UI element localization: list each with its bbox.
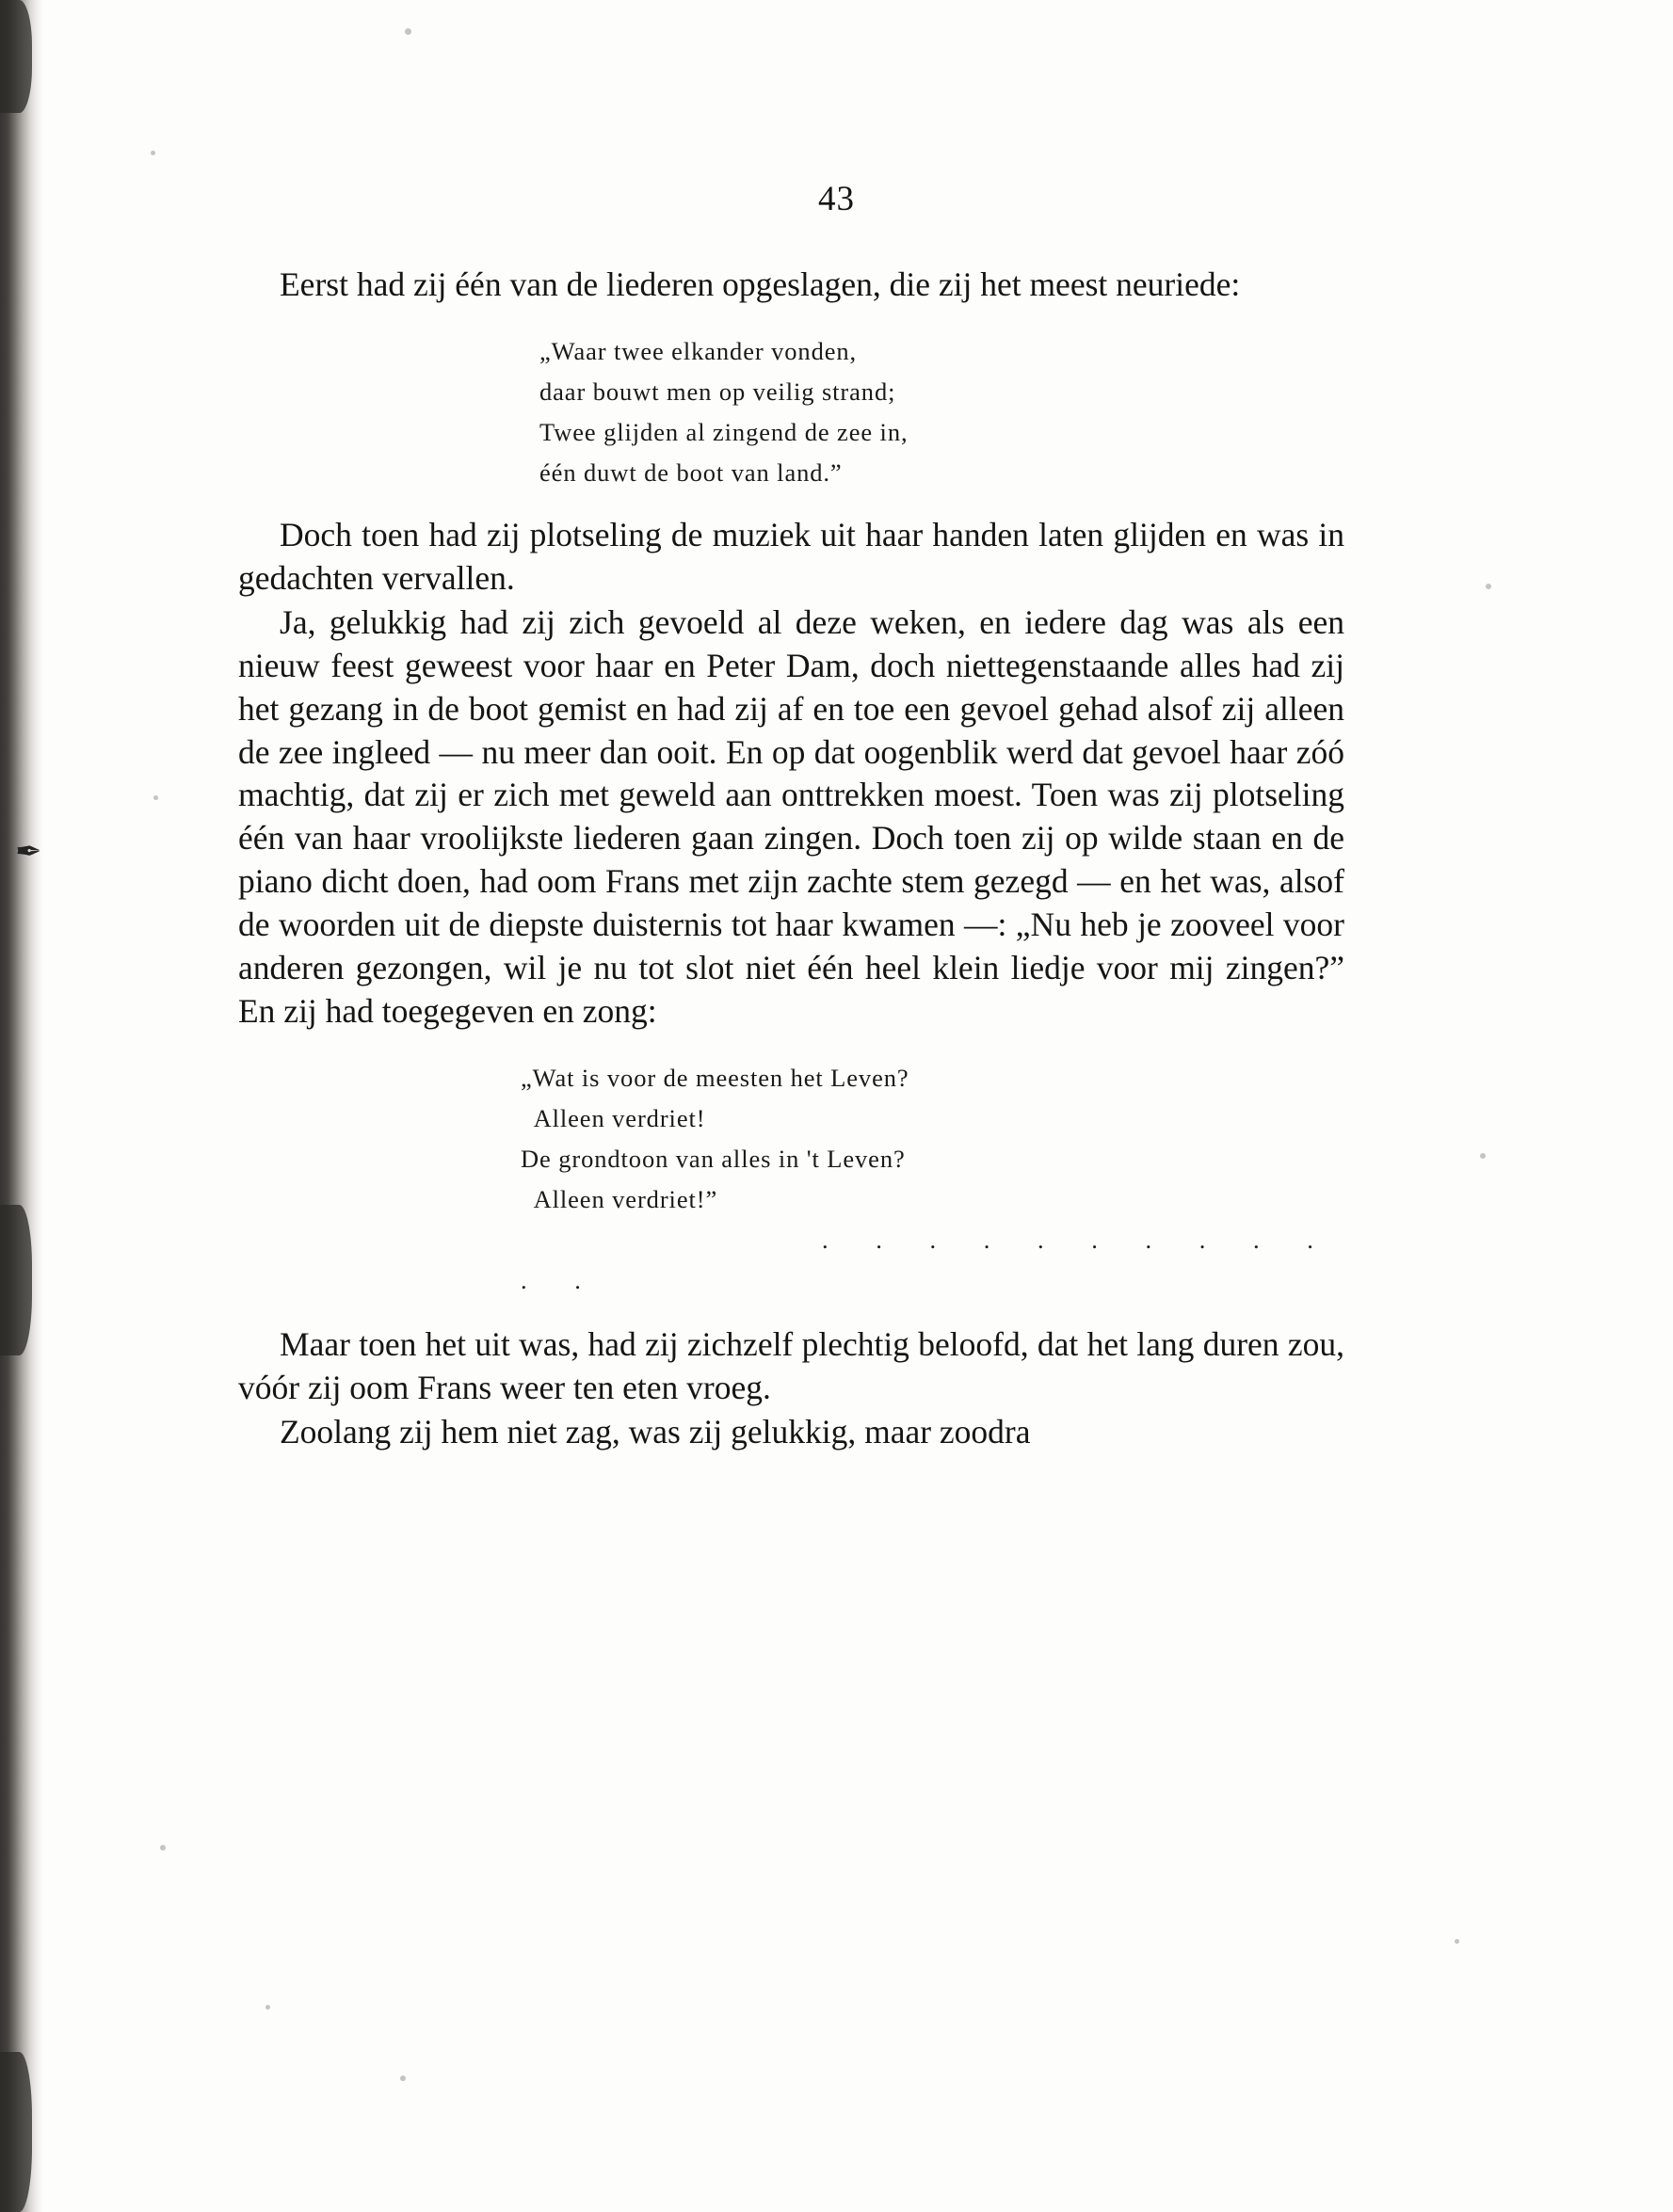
verse-line: De grondtoon van alles in 't Leven? xyxy=(521,1145,906,1174)
verse-line: „Wat is voor de meesten het Leven? xyxy=(521,1064,909,1093)
paragraph: Zoolang zij hem niet zag, was zij gelukkig, maar zoodra xyxy=(280,1412,1031,1451)
verse-block xyxy=(238,1058,1344,1301)
verse-line: „Waar twee elkander vonden, xyxy=(539,336,858,365)
paragraph: Maar toen het uit was, had zij zichzelf plechtig beloofd, dat het lang duren zou, vóór zij oom Frans weer ten eten vroeg. xyxy=(238,1324,1344,1406)
verse-line: daar bouwt men op veilig strand; xyxy=(539,377,896,406)
verse-line: Twee glijden al zingend de zee in, xyxy=(539,417,909,446)
body-text xyxy=(238,264,1344,1454)
paragraph: Eerst had zij één van de liederen opgeslagen, die zij het meest neuriede: xyxy=(280,265,1241,303)
verse-line: Alleen verdriet!” xyxy=(521,1185,718,1214)
paragraph: Doch toen had zij plotseling de muziek uit haar handen laten glijden en was in gedachten vervallen. xyxy=(238,515,1344,597)
paragraph: Ja, gelukkig had zij zich gevoeld al deze weken, en iedere dag was als een nieuw feest geweest voor haar en Peter Dam, doch niettegenstaande alles had zij het gezang in de boot gemist en had zij af en toe een gevoel gehad alsof zij alleen de zee ingleed — nu meer dan ooit. En op dat oogenblik werd dat gevoel haar zóó machtig, dat zij er zich met geweld aan onttrekken moest. Toen was zij plotseling één van haar vroolijkste liederen gaan zingen. Doch toen zij op wilde staan en de piano dicht doen, had oom Frans met zijn zachte stem gezegd — en het was, alsof de woorden uit de diepste duisternis tot haar kwamen —: „Nu heb je zooveel voor anderen gezongen, wil je nu tot slot niet één heel klein liedje voor mij zingen?” En zij had toegegeven en zong: xyxy=(238,602,1344,1031)
margin-mark-pen: ✒ xyxy=(15,835,42,870)
verse-line: Alleen verdriet! xyxy=(521,1104,706,1133)
verse-line: één duwt de boot van land.” xyxy=(539,457,843,487)
page-number: 43 xyxy=(818,180,855,218)
verse-block xyxy=(238,331,1344,493)
dot-separator: . . . . . . . . . . . . xyxy=(521,1225,1334,1294)
